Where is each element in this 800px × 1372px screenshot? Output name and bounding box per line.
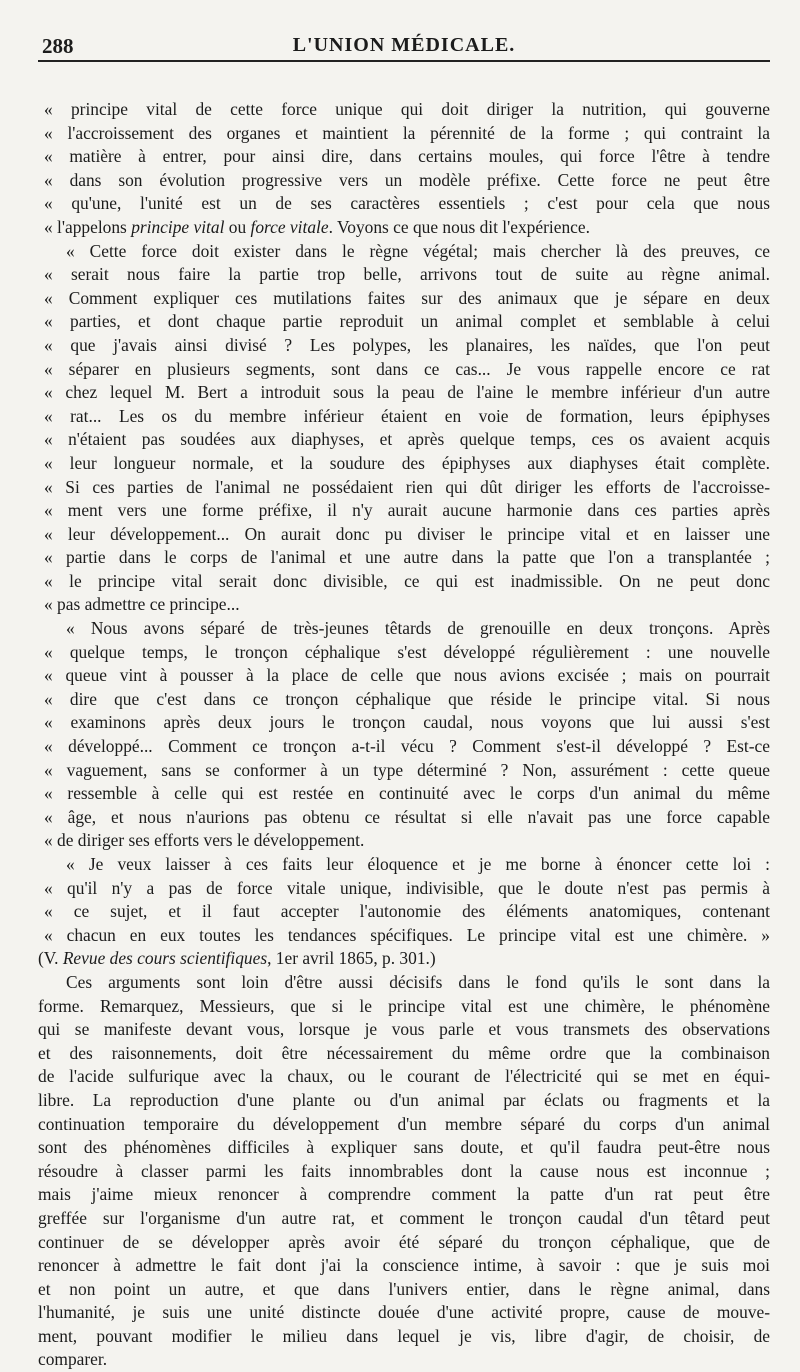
text-line: « quelque temps, le tronçon céphalique s'est développé régulièrement : une nouvelle — [44, 641, 770, 662]
text-line: comparer. — [38, 1349, 108, 1370]
text-line: « examinons après deux jours le tronçon caudal, nous voyons que lui aussi s'est — [44, 712, 770, 733]
body-text — [38, 98, 770, 1372]
text-line: libre. La reproduction d'une plante ou d'un animal par éclats ou fragments et la — [38, 1089, 770, 1110]
text-line: « matière à entrer, pour ainsi dire, dans certains moules, qui force l'être à tendre — [44, 146, 770, 167]
text-line: l'humanité, je suis une unité distincte douée d'une activité propre, cause de mouve- — [38, 1302, 770, 1323]
text-line: « queue vint à pousser à la place de celle que nous avions excisée ; mais on pourrait — [44, 665, 770, 686]
text-line: « partie dans le corps de l'animal et une autre dans la patte que l'on a transplantée ; — [44, 547, 770, 568]
text-line: et des raisonnements, doit être nécessairement du même ordre que la combinaison — [38, 1042, 770, 1063]
text-line: « l'accroissement des organes et maintient la pérennité de la forme ; qui contraint la — [44, 122, 770, 143]
text-line: continuation temporaire du développement d'un membre séparé du corps d'un animal — [38, 1113, 770, 1134]
text-line: « Cette force doit exister dans le règne végétal; mais chercher là des preuves, ce — [66, 240, 770, 261]
text-line: « de diriger ses efforts vers le développement. — [44, 830, 365, 851]
text-line: « âge, et nous n'aurions pas obtenu ce résultat si elle n'avait pas une force capable — [44, 806, 770, 827]
text-line: (V. Revue des cours scientifiques, 1er avril 1865, p. 301.) — [38, 948, 436, 969]
text-line: « Si ces parties de l'animal ne possédaient rien qui dût diriger les efforts de l'accroisse- — [44, 476, 770, 497]
text-line: « parties, et dont chaque partie reproduit un animal complet et semblable à celui — [44, 311, 770, 332]
text-line: qui se manifeste devant vous, lorsque je vous parle et vous transmets des observations — [38, 1019, 770, 1040]
text-line: forme. Remarquez, Messieurs, que si le principe vital est une chimère, le phénomène — [38, 995, 770, 1016]
text-line: « chez lequel M. Bert a introduit sous la peau de l'aine le membre inférieur d'un autre — [44, 382, 770, 403]
text-line: « séparer en plusieurs segments, sont dans ce cas... Je vous rappelle encore ce rat — [44, 358, 770, 379]
text-line: Ces arguments sont loin d'être aussi décisifs dans le fond qu'ils le sont dans la — [66, 971, 770, 992]
running-title: L'UNION MÉDICALE. — [292, 34, 516, 56]
text-line: et non point un autre, et que dans l'univers entier, dans le règne animal, dans — [38, 1278, 770, 1299]
text-line: « Je veux laisser à ces faits leur éloquence et je me borne à énoncer cette loi : — [66, 854, 770, 874]
text-line: « rat... Les os du membre inférieur étaient en voie de formation, leurs épiphyses — [44, 405, 770, 426]
text-line: « qu'il n'y a pas de force vitale unique, indivisible, que le doute n'est pas permis à — [44, 877, 770, 898]
text-line: sont des phénomènes difficiles à expliquer sans doute, et qu'il faudra peut-être nous — [38, 1137, 770, 1158]
text-line: « leur longueur normale, et la soudure des épiphyses aux diaphyses était complète. — [44, 452, 770, 473]
text-line: « dans son évolution progressive vers un modèle préfixe. Cette force ne peut être — [44, 169, 770, 190]
text-line: « Comment expliquer ces mutilations faites sur des animaux que je sépare en deux — [44, 287, 770, 308]
text-line: « le principe vital serait donc divisible, ce qui est inadmissible. On ne peut donc — [44, 570, 770, 591]
text-line: « serait nous faire la partie trop belle, arrivons tout de suite au règne animal. — [44, 264, 770, 285]
text-line: mais j'aime mieux renoncer à comprendre comment la patte d'un rat peut être — [38, 1184, 770, 1205]
text-line: « ressemble à celle qui est restée en continuité avec le corps d'un animal du même — [44, 783, 770, 804]
text-line: renoncer à admettre le fait dont j'ai la conscience intime, à savoir : que je suis moi — [38, 1255, 770, 1276]
text-line: « leur développement... On aurait donc pu diviser le principe vital et en laisser une — [44, 523, 770, 544]
text-line: « ce sujet, et il faut accepter l'autonomie des éléments anatomiques, contenant — [44, 901, 770, 922]
text-line: « Nous avons séparé de très-jeunes têtards de grenouille en deux tronçons. Après — [66, 618, 770, 639]
text-line: « ment vers une forme préfixe, il n'y aurait aucune harmonie dans ces parties après — [44, 500, 770, 521]
text-line: « vaguement, sans se conformer à un type déterminé ? Non, assurément : cette queue — [44, 759, 770, 780]
text-line: « principe vital de cette force unique qui doit diriger la nutrition, qui gouverne — [44, 99, 770, 119]
text-line: ment, pouvant modifier le milieu dans lequel je vis, libre d'agir, de choisir, de — [38, 1325, 770, 1346]
text-line: « développé... Comment ce tronçon a-t-il vécu ? Comment s'est-il développé ? Est-ce — [44, 736, 770, 757]
page-number: 288 — [42, 34, 74, 58]
text-line: continuer de se développer après avoir été séparé du tronçon céphalique, que de — [38, 1231, 770, 1252]
text-line: « chacun en eux toutes les tendances spécifiques. Le principe vital est une chimère. » — [44, 924, 770, 945]
text-line: « dire que c'est dans ce tronçon céphalique que réside le principe vital. Si nous — [44, 688, 770, 709]
text-line: « pas admettre ce principe... — [44, 594, 240, 615]
text-line: résoudre à classer parmi les faits innombrables dont la cause nous est inconnue ; — [38, 1160, 770, 1181]
text-line: « que j'avais ainsi divisé ? Les polypes, les planaires, les naïdes, que l'on peut — [44, 334, 770, 355]
text-line: « n'étaient pas soudées aux diaphyses, et après quelque temps, ces os avaient acquis — [44, 429, 770, 450]
text-line: greffée sur l'organisme d'un autre rat, et comment le tronçon caudal d'un têtard peut — [38, 1207, 770, 1228]
text-line: « qu'une, l'unité est un de ses caractères essentiels ; c'est pour cela que nous — [44, 193, 770, 214]
text-line: « l'appelons principe vital ou force vitale. Voyons ce que nous dit l'expérience. — [44, 216, 590, 237]
page-header — [38, 28, 770, 62]
text-line: de l'acide sulfurique avec la chaux, ou le courant de l'électricité qui se met en équi- — [38, 1066, 770, 1087]
